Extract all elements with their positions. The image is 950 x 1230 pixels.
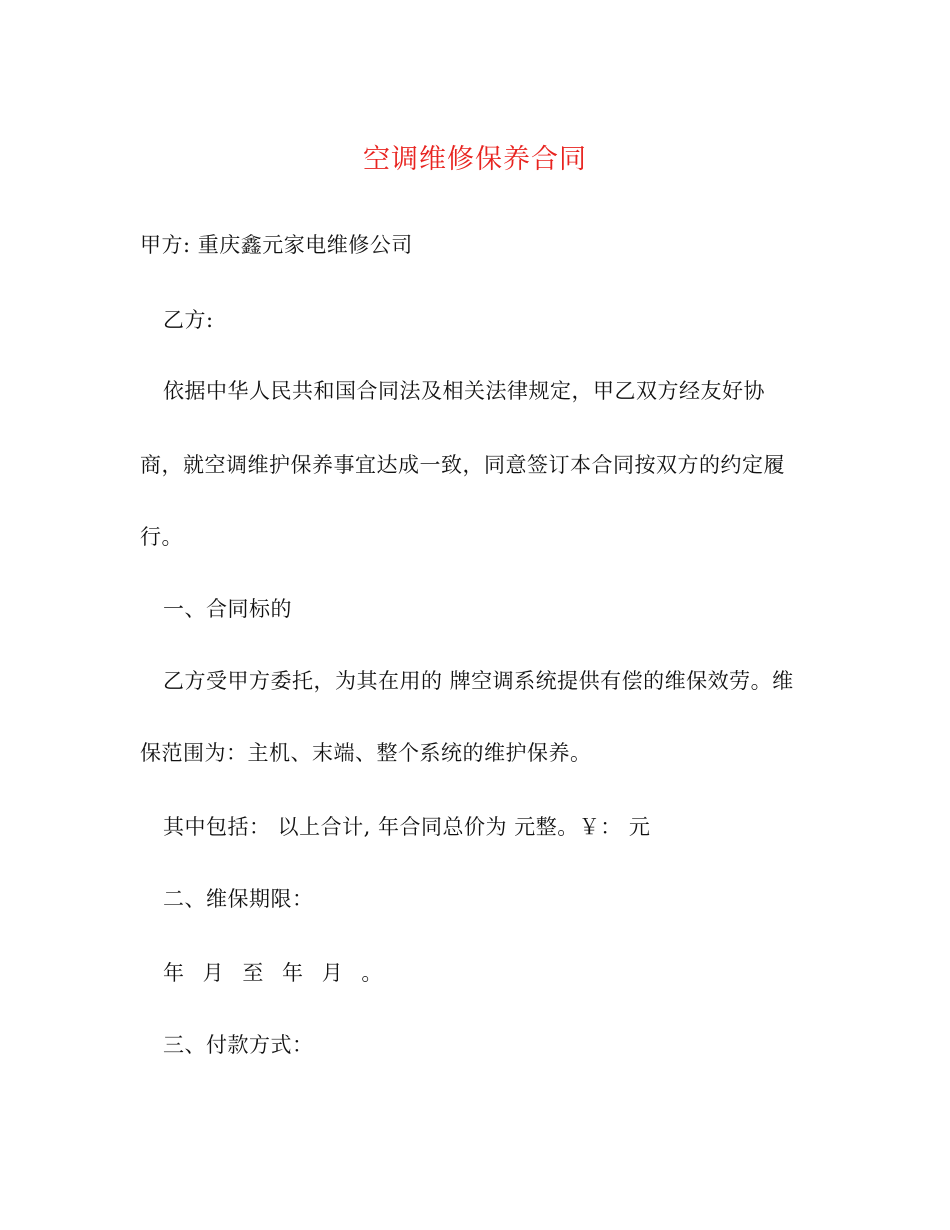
section-2-heading: 二、维保期限： <box>163 887 314 911</box>
party-b-line: 乙方: <box>163 308 214 332</box>
intro-paragraph-line-2: 商，就空调维护保养事宜达成一致，同意签订本合同按双方的约定履 <box>140 453 785 477</box>
service-period-line: 年 月 至 年 月 。 <box>163 961 389 985</box>
section-1-paragraph-line-2: 保范围为：主机、末端、整个系统的维护保养。 <box>140 741 592 765</box>
intro-paragraph-line-3: 行。 <box>140 525 183 549</box>
document-title: 空调维修保养合同 <box>363 144 587 175</box>
section-1-paragraph-line-1: 乙方受甲方委托，为其在用的 牌空调系统提供有偿的维保效劳。维 <box>163 669 794 693</box>
section-1-heading: 一、合同标的 <box>163 597 292 621</box>
section-3-heading: 三、付款方式： <box>163 1033 314 1057</box>
intro-paragraph-line-1: 依据中华人民共和国合同法及相关法律规定，甲乙双方经友好协 <box>163 379 765 403</box>
contract-price-line: 其中包括： 以上合计, 年合同总价为 元整。￥： 元 <box>163 815 651 839</box>
party-a-line: 甲方: 重庆鑫元家电维修公司 <box>140 233 413 257</box>
